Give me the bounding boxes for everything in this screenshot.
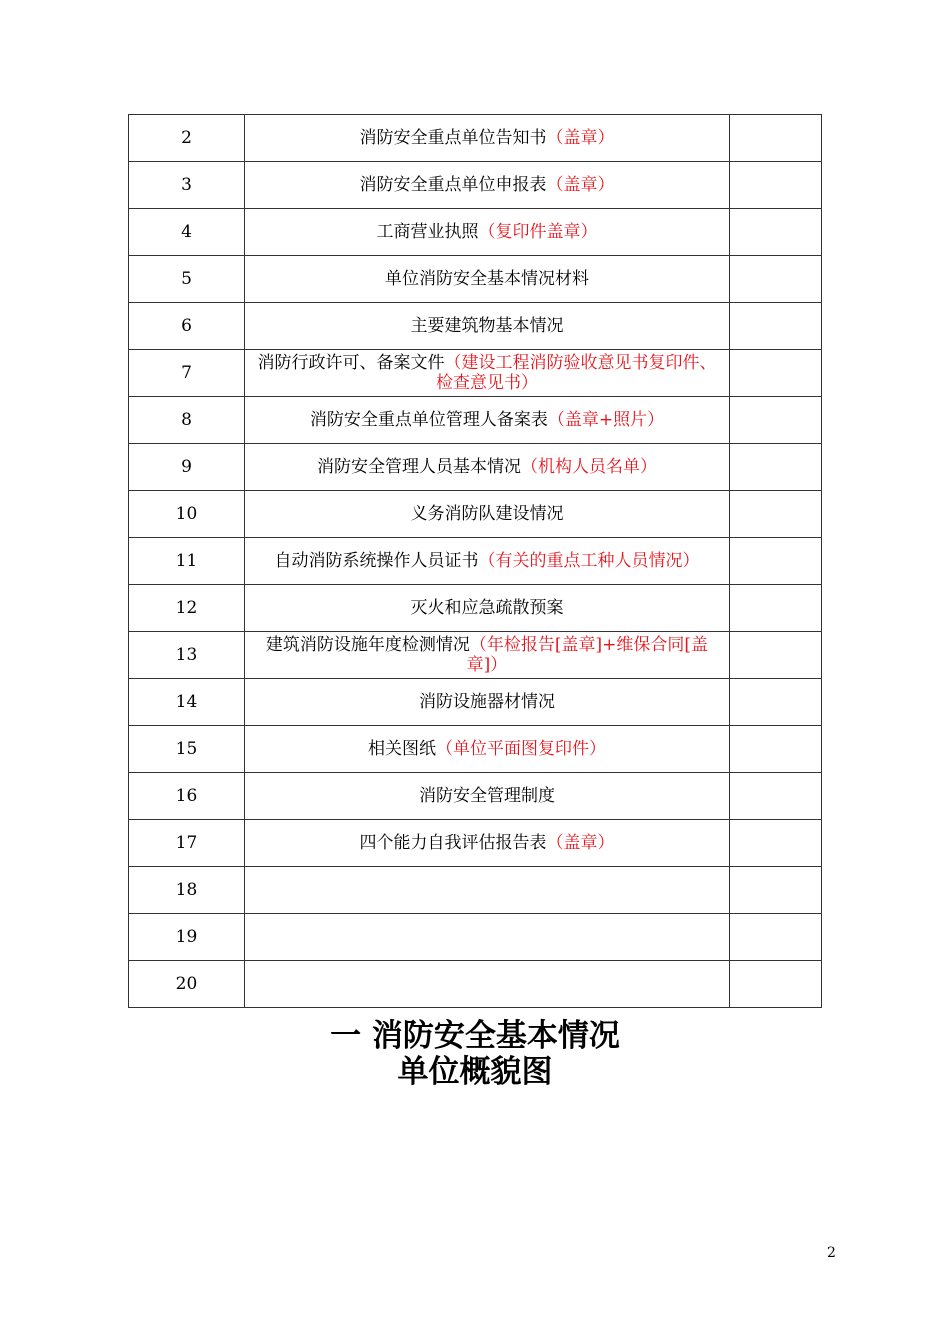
remarks-cell bbox=[730, 632, 822, 679]
row-number: 19 bbox=[129, 914, 245, 961]
page-number: 2 bbox=[827, 1245, 836, 1261]
material-name-cell bbox=[245, 209, 730, 256]
material-name-cell bbox=[245, 256, 730, 303]
material-note: （盖章） bbox=[546, 128, 615, 148]
material-name-cell bbox=[245, 914, 730, 961]
material-name-cell bbox=[245, 961, 730, 1008]
remarks-cell bbox=[730, 444, 822, 491]
material-note: （建设工程消防验收意见书复印件、检查意见书） bbox=[436, 353, 717, 393]
material-title: 工商营业执照 bbox=[376, 222, 479, 242]
material-name-cell bbox=[245, 632, 730, 679]
table-row bbox=[129, 867, 822, 914]
row-number: 11 bbox=[129, 538, 245, 585]
material-name bbox=[352, 175, 623, 195]
remarks-cell bbox=[730, 350, 822, 397]
material-name bbox=[377, 269, 597, 289]
remarks-cell bbox=[730, 209, 822, 256]
table-row bbox=[129, 162, 822, 209]
material-name-cell bbox=[245, 303, 730, 350]
row-number: 10 bbox=[129, 491, 245, 538]
material-title: 消防安全管理制度 bbox=[419, 786, 555, 806]
row-number: 8 bbox=[129, 397, 245, 444]
remarks-cell bbox=[730, 115, 822, 162]
material-title: 主要建筑物基本情况 bbox=[410, 316, 564, 336]
remarks-cell bbox=[730, 397, 822, 444]
table-row bbox=[129, 115, 822, 162]
material-name-cell bbox=[245, 773, 730, 820]
row-number: 20 bbox=[129, 961, 245, 1008]
row-number: 12 bbox=[129, 585, 245, 632]
table-row bbox=[129, 585, 822, 632]
material-note: （有关的重点工种人员情况） bbox=[478, 551, 700, 571]
remarks-cell bbox=[730, 867, 822, 914]
remarks-cell bbox=[730, 773, 822, 820]
material-name bbox=[245, 353, 729, 393]
material-title: 消防设施器材情况 bbox=[419, 692, 555, 712]
row-number: 2 bbox=[129, 115, 245, 162]
row-number: 15 bbox=[129, 726, 245, 773]
material-name-cell bbox=[245, 679, 730, 726]
material-name bbox=[302, 410, 672, 430]
row-number: 14 bbox=[129, 679, 245, 726]
material-title: 相关图纸 bbox=[368, 739, 436, 759]
row-number: 3 bbox=[129, 162, 245, 209]
material-name-cell bbox=[245, 867, 730, 914]
material-name bbox=[360, 739, 614, 759]
table-row bbox=[129, 491, 822, 538]
material-title: 消防安全管理人员基本情况 bbox=[317, 457, 521, 477]
material-name-cell bbox=[245, 444, 730, 491]
section-heading: 一 消防安全基本情况 bbox=[330, 1018, 620, 1054]
table-row bbox=[129, 397, 822, 444]
material-name bbox=[411, 692, 563, 712]
table-row bbox=[129, 914, 822, 961]
material-note: （单位平面图复印件） bbox=[436, 739, 606, 759]
material-name bbox=[267, 551, 708, 571]
materials-table bbox=[128, 114, 822, 1008]
table-row bbox=[129, 632, 822, 679]
material-name bbox=[309, 457, 665, 477]
material-title: 消防行政许可、备案文件 bbox=[257, 353, 445, 373]
material-title: 消防安全重点单位管理人备案表 bbox=[309, 410, 548, 430]
material-name-cell bbox=[245, 726, 730, 773]
material-title: 建筑消防设施年度检测情况 bbox=[265, 635, 470, 655]
material-name bbox=[403, 504, 572, 524]
row-number: 4 bbox=[129, 209, 245, 256]
material-name-cell bbox=[245, 820, 730, 867]
table-row bbox=[129, 773, 822, 820]
remarks-cell bbox=[730, 914, 822, 961]
material-name-cell bbox=[245, 538, 730, 585]
row-number: 16 bbox=[129, 773, 245, 820]
material-title: 义务消防队建设情况 bbox=[410, 504, 564, 524]
materials-table-body bbox=[129, 115, 822, 1008]
material-note: （盖章） bbox=[546, 833, 615, 853]
material-note: （机构人员名单） bbox=[521, 457, 657, 477]
remarks-cell bbox=[730, 162, 822, 209]
material-name bbox=[403, 316, 572, 336]
material-title: 自动消防系统操作人员证书 bbox=[274, 551, 479, 571]
material-name-cell bbox=[245, 397, 730, 444]
row-number: 18 bbox=[129, 867, 245, 914]
material-title: 灭火和应急疏散预案 bbox=[410, 598, 564, 618]
table-row bbox=[129, 303, 822, 350]
row-number: 9 bbox=[129, 444, 245, 491]
remarks-cell bbox=[730, 585, 822, 632]
remarks-cell bbox=[730, 303, 822, 350]
material-title: 单位消防安全基本情况材料 bbox=[385, 269, 589, 289]
section-subheading: 单位概貌图 bbox=[397, 1054, 553, 1090]
table-row bbox=[129, 726, 822, 773]
material-name-cell bbox=[245, 115, 730, 162]
remarks-cell bbox=[730, 256, 822, 303]
material-name bbox=[403, 598, 572, 618]
material-name-cell bbox=[245, 350, 730, 397]
table-row bbox=[129, 538, 822, 585]
material-note: （盖章） bbox=[546, 175, 615, 195]
remarks-cell bbox=[730, 820, 822, 867]
material-name bbox=[352, 833, 623, 853]
material-note: （盖章+照片） bbox=[547, 410, 665, 430]
table-row bbox=[129, 961, 822, 1008]
table-row bbox=[129, 820, 822, 867]
material-name-cell bbox=[245, 585, 730, 632]
remarks-cell bbox=[730, 726, 822, 773]
material-name bbox=[352, 128, 623, 148]
row-number: 5 bbox=[129, 256, 245, 303]
material-name-cell bbox=[245, 491, 730, 538]
material-name-cell bbox=[245, 162, 730, 209]
table-row bbox=[129, 209, 822, 256]
table-row bbox=[129, 256, 822, 303]
material-title: 四个能力自我评估报告表 bbox=[359, 833, 547, 853]
material-title: 消防安全重点单位申报表 bbox=[359, 175, 547, 195]
row-number: 7 bbox=[129, 350, 245, 397]
material-name bbox=[411, 786, 563, 806]
remarks-cell bbox=[730, 491, 822, 538]
remarks-cell bbox=[730, 961, 822, 1008]
table-row bbox=[129, 444, 822, 491]
remarks-cell bbox=[730, 679, 822, 726]
material-name bbox=[245, 635, 729, 675]
row-number: 13 bbox=[129, 632, 245, 679]
material-title: 消防安全重点单位告知书 bbox=[359, 128, 547, 148]
material-name bbox=[369, 222, 606, 242]
material-note: （年检报告[盖章]+维保合同[盖章]） bbox=[466, 635, 709, 675]
material-note: （复印件盖章） bbox=[478, 222, 598, 242]
remarks-cell bbox=[730, 538, 822, 585]
row-number: 6 bbox=[129, 303, 245, 350]
table-row bbox=[129, 679, 822, 726]
row-number: 17 bbox=[129, 820, 245, 867]
table-row bbox=[129, 350, 822, 397]
